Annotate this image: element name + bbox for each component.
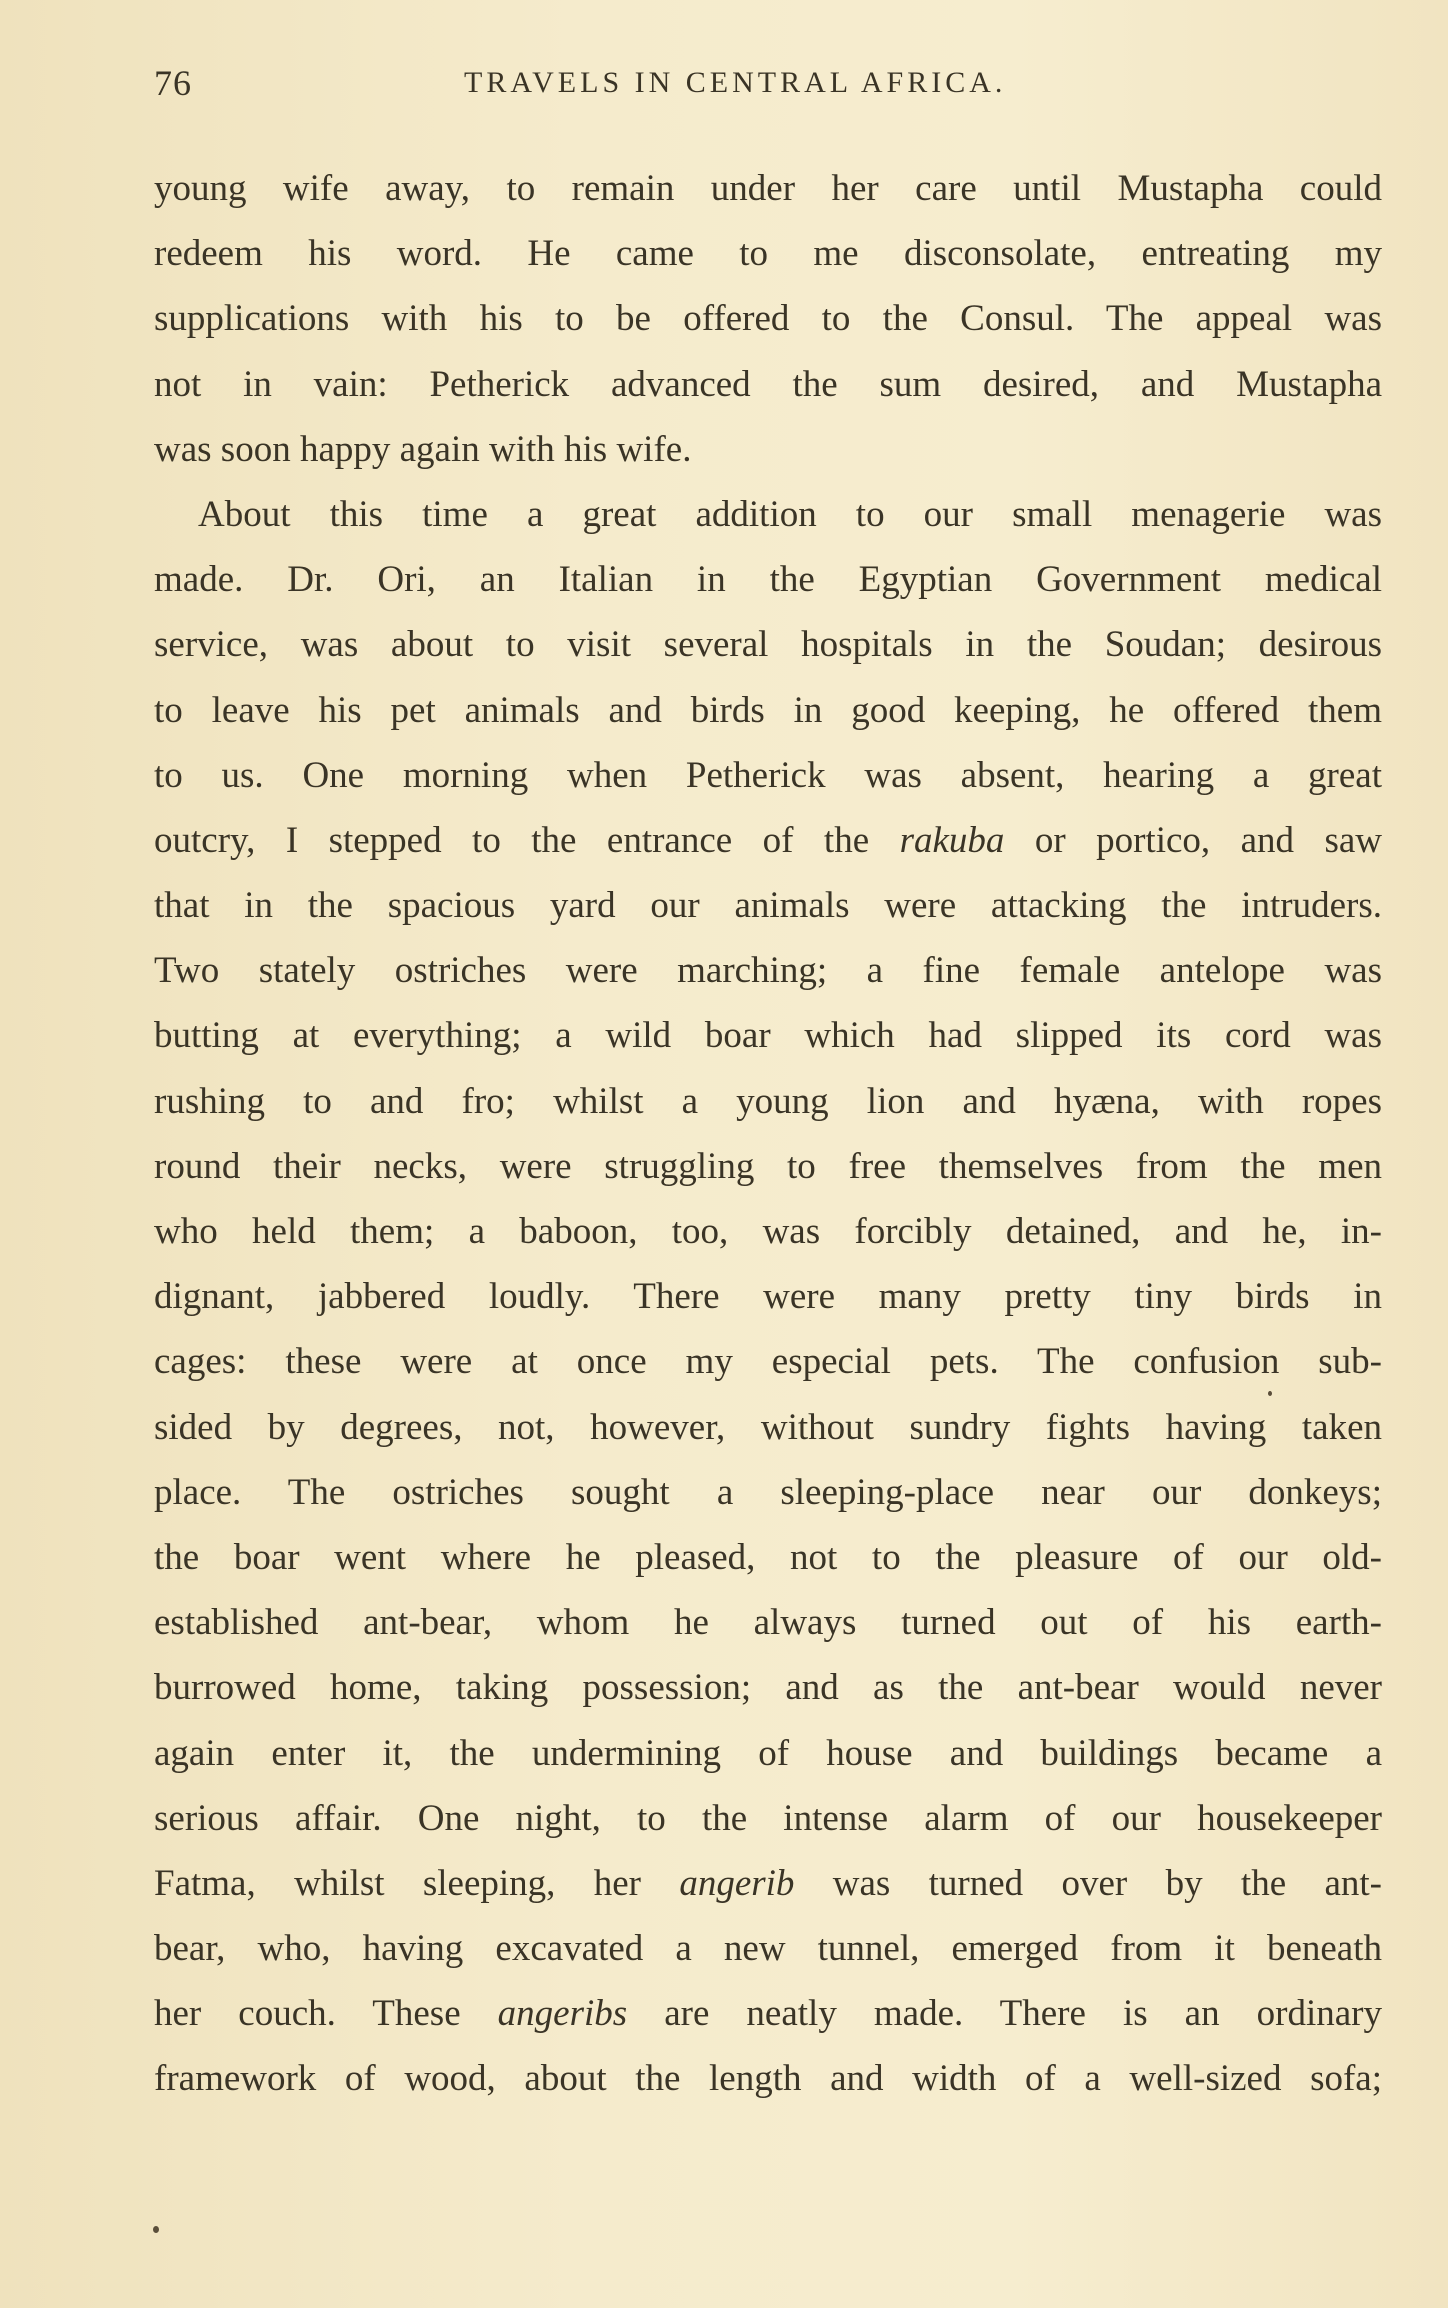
- text-line: supplications with his to be offered to the Consul. The appeal was: [154, 298, 1382, 340]
- text-line: [154, 1851, 1382, 1916]
- italic-term: rakuba: [899, 819, 1005, 861]
- page-header: [154, 62, 1372, 106]
- text-line: dignant, jabbered loudly. There were many pretty tiny birds in: [154, 1276, 1382, 1318]
- text-line: established ant-bear, whom he always turned out of his earth-: [154, 1602, 1382, 1644]
- text-line: who held them; a baboon, too, was forcibly detained, and he, in-: [154, 1211, 1382, 1252]
- body-text: [154, 156, 1382, 2112]
- paper-speck: [1268, 1391, 1272, 1396]
- text-line: butting at everything; a wild boar which had slipped its cord was: [154, 1015, 1382, 1057]
- text-line: rushing to and fro; whilst a young lion and hyæna, with ropes: [154, 1080, 1382, 1122]
- text-segment: are neatly made. There is an ordinary: [627, 1993, 1383, 2035]
- text-line: made. Dr. Ori, an Italian in the Egyptian Government medical: [154, 559, 1382, 601]
- italic-term: angeribs: [497, 1993, 628, 2035]
- text-line: to us. One morning when Petherick was absent, hearing a great: [154, 754, 1382, 796]
- text-segment: was turned over by the ant-: [794, 1862, 1382, 1904]
- text-line: serious affair. One night, to the intense alarm of our housekeeper: [154, 1797, 1382, 1839]
- text-line: was soon happy again with his wife.: [154, 428, 692, 470]
- text-line: round their necks, were struggling to free themselves from the men: [154, 1145, 1382, 1187]
- text-segment: Fatma, whilst sleeping, her: [154, 1862, 680, 1904]
- text-line: [154, 1981, 1382, 2046]
- text-line: service, was about to visit several hospitals in the Soudan; desirous: [154, 624, 1382, 666]
- text-line: [154, 808, 1382, 873]
- text-line: burrowed home, taking possession; and as the ant-bear would never: [154, 1667, 1382, 1709]
- text-line: again enter it, the undermining of house and buildings became a: [154, 1732, 1382, 1774]
- paragraph-start-line: About this time a great addition to our small menagerie was: [198, 493, 1382, 535]
- text-segment: outcry, I stepped to the entrance of the: [154, 819, 900, 861]
- text-segment: or portico, and saw: [1004, 819, 1382, 861]
- text-line: cages: these were at once my especial pets. The confusion sub-: [154, 1341, 1382, 1383]
- text-line: young wife away, to remain under her care until Mustapha could: [154, 168, 1382, 209]
- italic-term: angerib: [679, 1862, 795, 1904]
- text-line: bear, who, having excavated a new tunnel, emerged from it beneath: [154, 1928, 1382, 1970]
- page-number: 76: [154, 63, 192, 103]
- running-title: TRAVELS IN CENTRAL AFRICA.: [464, 66, 1007, 99]
- text-line: Two stately ostriches were marching; a fine female antelope was: [154, 950, 1382, 992]
- text-line: not in vain: Petherick advanced the sum desired, and Mustapha: [154, 363, 1382, 405]
- text-line: that in the spacious yard our animals were attacking the intruders.: [154, 885, 1382, 927]
- text-line: sided by degrees, not, however, without sundry fights having taken: [154, 1406, 1382, 1448]
- text-line: to leave his pet animals and birds in good keeping, he offered them: [154, 689, 1382, 731]
- paper-speck: [153, 2226, 159, 2233]
- text-segment: her couch. These: [154, 1993, 498, 2035]
- text-line: the boar went where he pleased, not to the pleasure of our old-: [154, 1536, 1382, 1578]
- text-line: framework of wood, about the length and width of a well-sized sofa;: [154, 2058, 1382, 2100]
- text-line: place. The ostriches sought a sleeping-place near our donkeys;: [154, 1471, 1382, 1513]
- text-line: redeem his word. He came to me disconsolate, entreating my: [154, 233, 1382, 275]
